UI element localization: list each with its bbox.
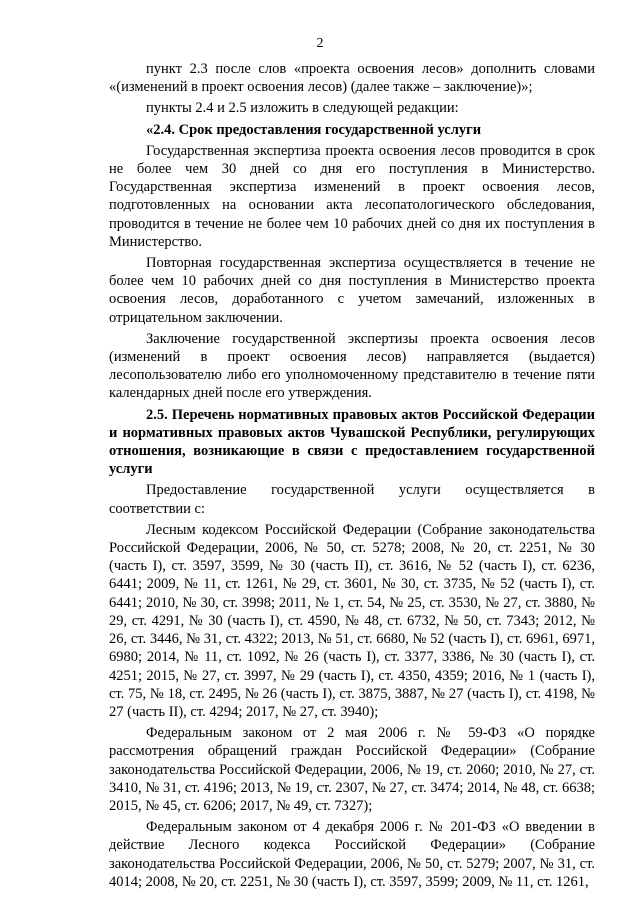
section-heading: 2.5. Перечень нормативных правовых актов Российской Федерации и нормативных правовых актов Чувашской Республики, регулирующих отношения, возникающие в связи с предоставлением государственной услуги — [109, 406, 595, 478]
body-paragraph: Предоставление государственной услуги осуществляется в соответствии с: — [109, 482, 595, 517]
body-paragraph: Повторная государственная экспертиза осуществляется в течение не более чем 10 рабочих дней со дня поступления в Министерство проекта освоения лесов, доработанного с учетом замечаний, изложенных в отрицательном заключении. — [109, 255, 595, 326]
legal-reference-paragraph: Федеральным законом от 2 мая 2006 г. № 59-ФЗ «О порядке рассмотрения обращений граждан Российской Федерации» (Собрание законодательства Российской Федерации, 2006, № 19, ст. 2060; 2010, № 27, ст. 3410, № 31, ст. 4196; 2013, № 19, ст. 2307, № 27, ст. 3474; 2014, № 48, ст. 6638; 2015, № 45, ст. 6206; 2017, № 49, ст. 7327); — [109, 725, 595, 814]
section-heading: «2.4. Срок предоставления государственной услуги — [146, 121, 482, 138]
legal-reference-paragraph: Федеральным законом от 4 декабря 2006 г. № 201-ФЗ «О введении в действие Лесного кодекса Российской Федерации» (Собрание законодательства Российской Федерации, 2006, № 50, ст. 5279; 2007, № 31, ст. 4014; 2008, № 20, ст. 2251, № 30 (часть I), ст. 3597, 3599; 2009, № 11, ст. 1261, — [109, 819, 595, 890]
document-body — [109, 60, 595, 891]
amendment-paragraph: пункты 2.4 и 2.5 изложить в следующей редакции: — [146, 100, 459, 117]
body-paragraph: Заключение государственной экспертизы проекта освоения лесов (изменений в проект освоения лесов) направляется (выдается) лесопользователю либо его уполномоченному представителю в течение пяти календарных дней после его утверждения. — [109, 330, 595, 402]
amendment-paragraph: пункт 2.3 после слов «проекта освоения лесов» дополнить словами «(изменений в проект освоения лесов) (далее также – заключение)»; — [109, 61, 595, 96]
legal-reference-paragraph: Лесным кодексом Российской Федерации (Собрание законодательства Российской Федерации, 2006, № 50, ст. 5278; 2008, № 20, ст. 2251, № 30 (часть I), ст. 3597, 3599, № 30 (часть II), ст. 3616, № 52 (часть I), ст. 6236, 6441; 2009, № 11, ст. 1261, № 29, ст. 3601, № 30, ст. 3735, № 52 (часть I), ст. 6441; 2010, № 30, ст. 3998; 2011, № 1, ст. 54, № 25, ст. 3530, № 27, ст. 3880, № 29, ст. 4291, № 30 (часть I), ст. 4590, № 48, ст. 6732, № 50, ст. 7343; 2012, № 26, ст. 3446, № 31, ст. 4322; 2013, № 51, ст. 6680, № 52 (часть I), ст. 6961, 6971, 6980; 2014, № 11, ст. 1092, № 26 (часть I), ст. 3377, 3386, № 30 (часть I), ст. 4251; 2015, № 27, ст. 3997, № 29 (часть I), ст. 4350, 4359; 2016, № 1 (часть I), ст. 75, № 18, ст. 2495, № 26 (часть I), ст. 3875, 3887, № 27 (часть I), ст. 4198, № 27 (часть II), ст. 4294; 2017, № 27, ст. 3940); — [109, 521, 595, 720]
body-paragraph: Государственная экспертиза проекта освоения лесов проводится в срок не более чем 30 дней со дня его поступления в Министерство. Государственная экспертиза изменений в проект освоения лесов, подготовленных на основании акта лесопатологического обследования, проводится в течение не более чем 10 рабочих дней со дня их поступления в Министерство. — [109, 142, 595, 250]
page-number: 2 — [316, 36, 324, 51]
